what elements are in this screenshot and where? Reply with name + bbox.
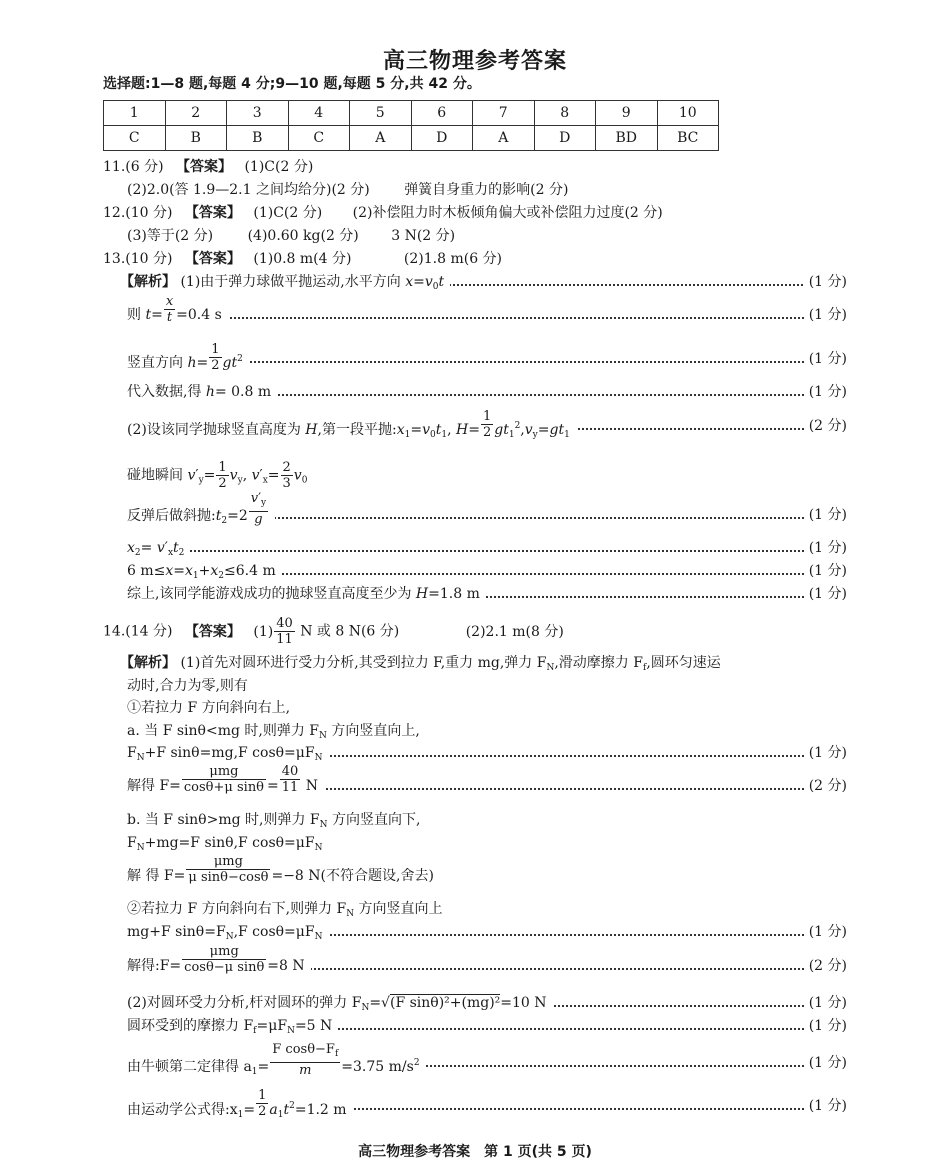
table-cell: 2: [165, 101, 227, 126]
q13-step: 竖直方向: [127, 355, 183, 371]
q13-r3: 竖直方向 h= $\frac{1}{2}$ $gt^2$ (1 分): [127, 341, 847, 373]
q13-head: 13.(10 分): [103, 251, 173, 267]
table-cell: 3: [227, 101, 289, 126]
q14-step: (1)首先对圆环进行受力分析,其受到拉力 F,重力 mg,弹力 F: [180, 655, 547, 671]
q13-value: =1.8 m: [428, 586, 480, 602]
q13-step: 综上,该同学能游戏成功的抛球竖直高度至少为: [127, 586, 412, 602]
table-cell: 4: [288, 101, 350, 126]
q13-step: 6 m≤: [127, 563, 166, 579]
points: (1 分): [805, 1096, 847, 1116]
intro: 选择题:1—8 题,每题 4 分;9—10 题,每题 5 分,共 42 分。: [103, 76, 481, 92]
points: (1 分): [805, 538, 847, 558]
q14-head: 14.(14 分): [103, 623, 173, 640]
q14-s6: 解得 F= $\frac{\text{μmg}}{\text{cosθ+μ sinθ}}$ = $\frac{40}{11}$ N (2 分): [127, 763, 847, 795]
q13-r5: (2)设该同学抛球竖直高度为 H,第一段平抛$:x_1=v_0t_1$, H= $\frac{1}{2}$ $gt_1^2,v_y=gt_1$ (2 分): [127, 416, 847, 438]
q14-s11: mg+F $\sin\theta=F_N,F$ $\cos\theta=\mu F_N$ (1 分): [127, 922, 847, 944]
q14-step: 解得:F=: [127, 958, 182, 974]
table-cell: BD: [596, 126, 658, 151]
points: (2 分): [805, 776, 847, 796]
q12-part1: (1)C(2 分): [253, 205, 323, 221]
points: (1 分): [805, 505, 847, 525]
q13-answer1: (1)0.8 m(4 分): [253, 251, 352, 267]
points: (2 分): [805, 956, 847, 976]
q14-step: 圆环受到的摩擦力 F: [127, 1018, 254, 1034]
q13-r1: 【解析】 (1)由于弹力球做平抛运动,水平方向 $x=v_0t$ (1 分): [120, 272, 847, 294]
q14-s14: 圆环受到的摩擦力 $F_f=\mu F_N=5$ N (1 分): [127, 1016, 847, 1038]
q13-step-b: ,第一段平抛:: [317, 422, 397, 438]
q13-step: 反弹后做斜抛:: [127, 508, 216, 524]
table-cell: 1: [104, 101, 166, 126]
table-cell: B: [227, 126, 289, 151]
q14-step: ,圆环匀速运: [646, 655, 721, 671]
q14-s10: ②若拉力 F 方向斜向右下,则弹力 $F_N$ 方向竖直向上: [127, 901, 443, 919]
q13-line1: [103, 249, 502, 269]
fraction-numerator: 40: [281, 763, 299, 779]
q14-s2: 动时,合力为零,则有: [127, 678, 248, 694]
q14-step: 方向竖直向上: [354, 901, 443, 917]
table-cell: 8: [534, 101, 596, 126]
fraction-numerator: μmg: [182, 944, 266, 960]
q13-r7: 反弹后做斜抛$:t_2=2$ $\frac{v'_y}{g}$ (1 分): [127, 505, 847, 527]
q13-step: 代入数据,得: [127, 384, 202, 400]
table-cell: C: [104, 126, 166, 151]
fraction-numerator: F cosθ−F: [272, 1042, 335, 1057]
q14-value: =−8 N(不符合题设,舍去): [271, 868, 434, 884]
table-cell: 6: [411, 101, 473, 126]
q14-step: 方向竖直向下,: [327, 812, 421, 828]
q14-s16: 由运动学公式得$:x_1=$ $\frac{1}{2}$ $a_1t^2=1.2$ m (1 分): [127, 1096, 847, 1118]
table-cell: A: [350, 126, 412, 151]
q14-answer1b: N 或 8 N(6 分): [300, 623, 400, 640]
q14-step: (2)对圆环受力分析,杆对圆环的弹力 F: [127, 995, 362, 1011]
analysis-tag: 【解析】: [120, 655, 176, 671]
q13-r2: 则 t= $\frac{x}{t}$ =0.4 s (1 分): [127, 293, 847, 325]
analysis-tag: 【解析】: [120, 274, 176, 290]
q14-s1: 【解析】 (1)首先对圆环进行受力分析,其受到拉力 F,重力 mg,弹力 $F_N$,滑动摩擦力 $F_f$,圆环匀速运: [120, 655, 721, 673]
q11-part2: (2)2.0(答 1.9—2.1 之间均给分)(2 分): [127, 182, 370, 198]
q12-line1: [103, 203, 663, 223]
q14-step: +mg=F sinθ,F cosθ=μF: [144, 835, 315, 851]
q13-r6: 碰地瞬间 $v'_y=$ $\frac{1}{2}$ $v_y$, $v'_x=$ $\frac{2}{3}$ $v_0$: [127, 460, 308, 491]
page-title: 高三物理参考答案: [382, 49, 567, 74]
table-cell: C: [288, 126, 350, 151]
fraction-numerator: μmg: [186, 854, 270, 870]
table-cell: B: [165, 126, 227, 151]
q13-value: = 0.8 m: [214, 384, 272, 400]
q14-s9: [127, 853, 434, 886]
q14-step: =μF: [256, 1018, 288, 1034]
q11-line1: [103, 157, 313, 177]
table-cell: 9: [596, 101, 658, 126]
q12-part2: (2)补偿阻力时木板倾角偏大或补偿阻力过度(2 分): [352, 205, 663, 221]
q14-step: ②若拉力 F 方向斜向右下,则弹力 F: [127, 901, 347, 917]
points: (2 分): [805, 416, 847, 436]
table-cell: BC: [657, 126, 719, 151]
q12-part4: (4)0.60 kg(2 分): [247, 228, 359, 244]
points: (1 分): [805, 743, 847, 763]
q14-step: 方向竖直向上,: [326, 723, 420, 739]
answer-tag: 【答案】: [184, 251, 241, 267]
points: (1 分): [805, 922, 847, 942]
table-row-answers: [104, 126, 719, 151]
q14-s4: a. 当 F sinθ<mg 时,则弹力 $F_N$ 方向竖直向上,: [127, 723, 420, 741]
q14-s8: $F_N+mg=F$ sinθ,F $\cos\theta=\mu F_N$: [127, 835, 323, 853]
page-footer: 高三物理参考答案 第 1 页(共 5 页): [358, 1144, 592, 1160]
table-cell: A: [473, 126, 535, 151]
points: (1 分): [805, 561, 847, 581]
fraction-numerator: μmg: [182, 764, 266, 780]
answer-table: [103, 100, 719, 151]
q13-answer2: (2)1.8 m(6 分): [403, 251, 503, 267]
answer-tag: 【答案】: [184, 205, 241, 221]
q13-step: (2)设该同学抛球竖直高度为: [127, 422, 301, 438]
q14-step: 解得 F=: [127, 778, 181, 794]
q14-step: 由牛顿第二定律得 a: [127, 1059, 252, 1075]
table-cell: D: [411, 126, 473, 151]
q14-answer2: (2)2.1 m(8 分): [465, 623, 564, 640]
q14-s13: (2)对圆环受力分析,杆对圆环的弹力 $F_N=√(F$ sinθ)²+(mg)²=10 N (1 分): [127, 993, 847, 1015]
q12-part3: (3)等于(2 分): [127, 228, 214, 244]
q14-step: 由运动学公式得:x: [127, 1102, 238, 1118]
q14-answer1: (1): [253, 623, 274, 640]
q11-part2b: 弹簧自身重力的影响(2 分): [404, 182, 569, 198]
q14-value: =1.2 m: [294, 1102, 347, 1118]
q14-step: a. 当 F sinθ<mg 时,则弹力 F: [127, 723, 320, 739]
q13-r4: 代入数据,得 h= 0.8 m (1 分): [127, 384, 847, 400]
points: (1 分): [805, 349, 847, 369]
q14-s7: b. 当 F sinθ>mg 时,则弹力 $F_N$ 方向竖直向下,: [127, 812, 421, 830]
q13-step: 碰地瞬间: [127, 467, 183, 484]
q11-part1: (1)C(2 分): [244, 159, 314, 175]
q11-head: 11.(6 分): [103, 159, 164, 175]
q14-s15: 由牛顿第二定律得 $a_1=$ $\frac{F \cos\theta-F_f}{m}$ =3.75 $m/s^2$ (1 分): [127, 1053, 847, 1075]
q13-r10: 综上,该同学能游戏成功的抛球竖直高度至少为 H=1.8 m (1 分): [127, 586, 847, 602]
sqrt-expression: (F sinθ)²+(mg)²: [389, 995, 501, 1011]
points: (1 分): [805, 305, 847, 325]
q13-r8: $x_2= v'_xt_2$ (1 分): [127, 538, 847, 560]
q14-value: =10 N: [500, 995, 547, 1011]
q14-s3: ①若拉力 F 方向斜向右上,: [127, 700, 291, 716]
q14-step: ,滑动摩擦力 F: [554, 655, 643, 671]
q14-s5: $F_N+F$ sinθ=mg,F $\cos\theta=\mu F_N$ (1 分): [127, 743, 847, 765]
q12-part4b: 3 N(2 分): [391, 228, 456, 244]
fraction-denominator: 11: [281, 779, 299, 795]
fraction-denominator: 11: [276, 632, 293, 647]
answer-tag: 【答案】: [184, 623, 241, 640]
fraction-denominator: cosθ+μ sinθ: [183, 779, 265, 795]
q14-s12: [127, 943, 847, 978]
fraction-denominator: μ sinθ−cosθ: [188, 869, 269, 885]
q13-value: =0.4 s: [176, 307, 222, 323]
q14-line1: [103, 616, 564, 647]
q13-value: ≤6.4 m: [224, 563, 276, 579]
q14-step: 解 得 F=: [127, 868, 186, 884]
table-cell: D: [534, 126, 596, 151]
q12-head: 12.(10 分): [103, 205, 173, 221]
points: (1 分): [805, 1016, 847, 1036]
q12-line2: [127, 226, 455, 246]
answer-tag: 【答案】: [176, 159, 232, 175]
q14-value: =3.75 m/s: [341, 1059, 414, 1075]
table-cell: 5: [350, 101, 412, 126]
points: (1 分): [805, 584, 847, 604]
fraction-denominator: cosθ−μ sinθ: [184, 959, 265, 975]
table-cell: 10: [657, 101, 719, 126]
table-cell: 7: [473, 101, 535, 126]
q13-step: (1)由于弹力球做平抛运动,水平方向: [180, 274, 401, 290]
points: (1 分): [805, 382, 847, 402]
points: (1 分): [805, 272, 847, 292]
q14-step: ,F cosθ=μF: [233, 924, 315, 940]
q14-step: mg+F sinθ=F: [127, 924, 226, 940]
points: (1 分): [805, 1053, 847, 1073]
q14-unit: N: [305, 778, 318, 794]
q13-r9: 6 $m\le x=x_1+x_2\le 6.4$ m (1 分): [127, 561, 847, 583]
q14-value: =5 N: [294, 1018, 333, 1034]
q14-step: +F sinθ=mg,F cosθ=μF: [144, 745, 315, 761]
q14-value: =8 N: [267, 958, 305, 974]
points: (1 分): [805, 993, 847, 1013]
q14-step: b. 当 F sinθ>mg 时,则弹力 F: [127, 812, 320, 828]
q11-line2: [127, 180, 568, 200]
fraction-numerator: 40: [276, 616, 293, 631]
q13-step: 则: [127, 307, 141, 323]
table-row-numbers: [104, 101, 719, 126]
